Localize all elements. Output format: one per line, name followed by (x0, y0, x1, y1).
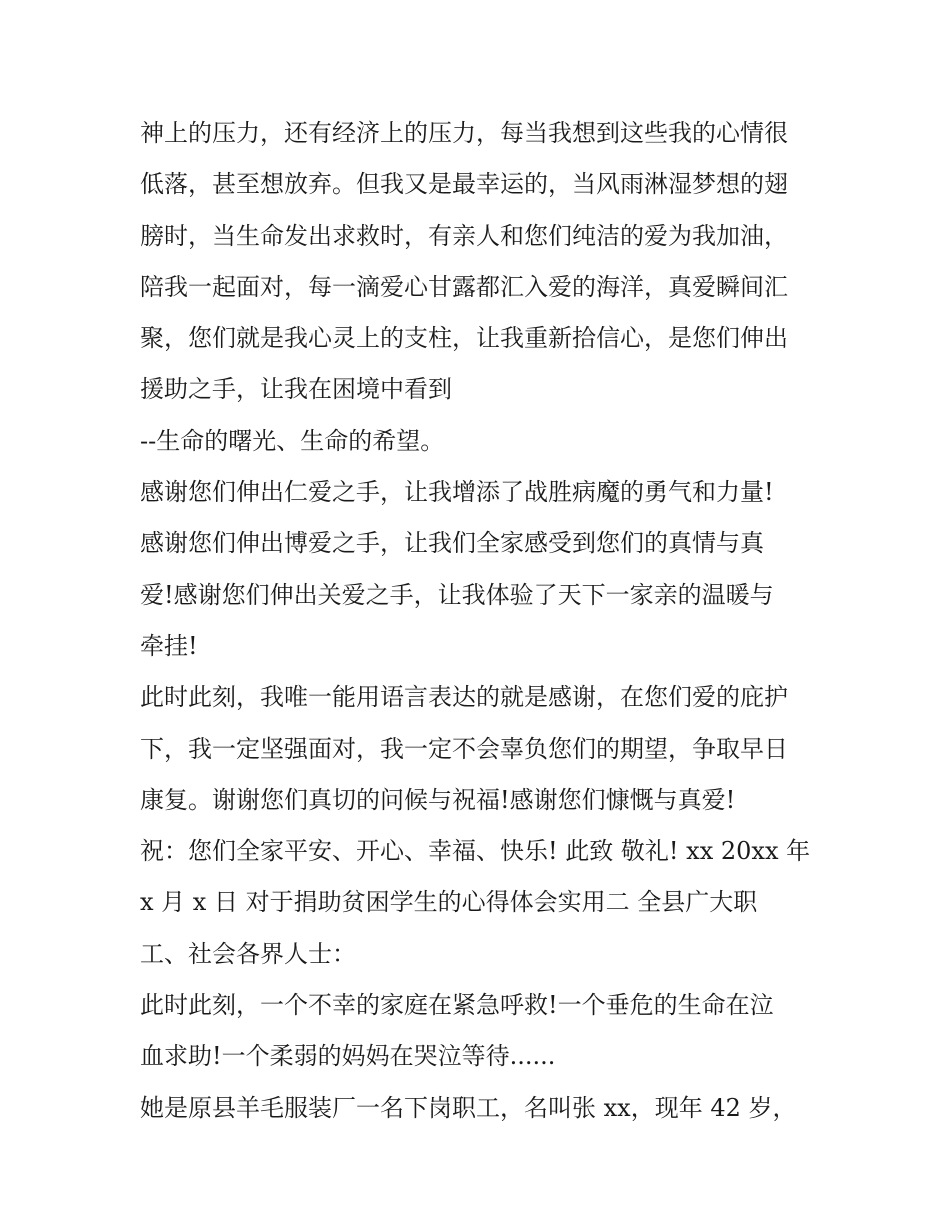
text-line: 下，我一定坚强面对，我一定不会辜负您们的期望，争取早日 (140, 734, 788, 763)
text-line: 陪我一起面对，每一滴爱心甘露都汇入爱的海洋，真爱瞬间汇 (140, 272, 788, 301)
text-line: 康复。谢谢您们真切的问候与祝福!感谢您们慷慨与真爱! (140, 785, 736, 814)
text-line: --生命的曙光、生命的希望。 (140, 426, 445, 455)
text-line: 感谢您们伸出博爱之手，让我们全家感受到您们的真情与真 (140, 529, 764, 558)
text-line: 祝：您们全家平安、开心、幸福、快乐! 此致 敬礼! xx 20xx 年 (140, 837, 811, 866)
text-line: 此时此刻，我唯一能用语言表达的就是感谢，在您们爱的庇护 (140, 683, 788, 712)
text-line: 此时此刻，一个不幸的家庭在紧急呼救!一个垂危的生命在泣 (140, 991, 774, 1020)
text-line: 聚，您们就是我心灵上的支柱，让我重新拾信心，是您们伸出 (140, 324, 788, 353)
text-line: 神上的压力，还有经济上的压力，每当我想到这些我的心情很 (140, 119, 788, 147)
text-line: 低落，甚至想放弃。但我又是最幸运的，当风雨淋湿梦想的翅 (140, 170, 788, 199)
text-line: 援助之手，让我在困境中看到 (140, 375, 452, 404)
text-line: 工、社会各界人士： (140, 939, 356, 968)
text-line: 血求助!一个柔弱的妈妈在哭泣等待...... (140, 1042, 556, 1071)
text-line: 感谢您们伸出仁爱之手，让我增添了战胜病魔的勇气和力量! (140, 478, 774, 507)
text-line: x 月 x 日 对于捐助贫困学生的心得体会实用二 全县广大职 (140, 888, 758, 917)
text-line: 膀时，当生命发出求救时，有亲人和您们纯洁的爱为我加油， (140, 221, 788, 250)
text-line: 她是原县羊毛服装厂一名下岗职工，名叫张 xx，现年 42 岁， (140, 1093, 797, 1122)
text-line: 爱!感谢您们伸出关爱之手，让我体验了天下一家亲的温暖与 (140, 580, 774, 609)
text-line: 牵挂! (140, 631, 198, 660)
document-body (140, 108, 830, 1134)
